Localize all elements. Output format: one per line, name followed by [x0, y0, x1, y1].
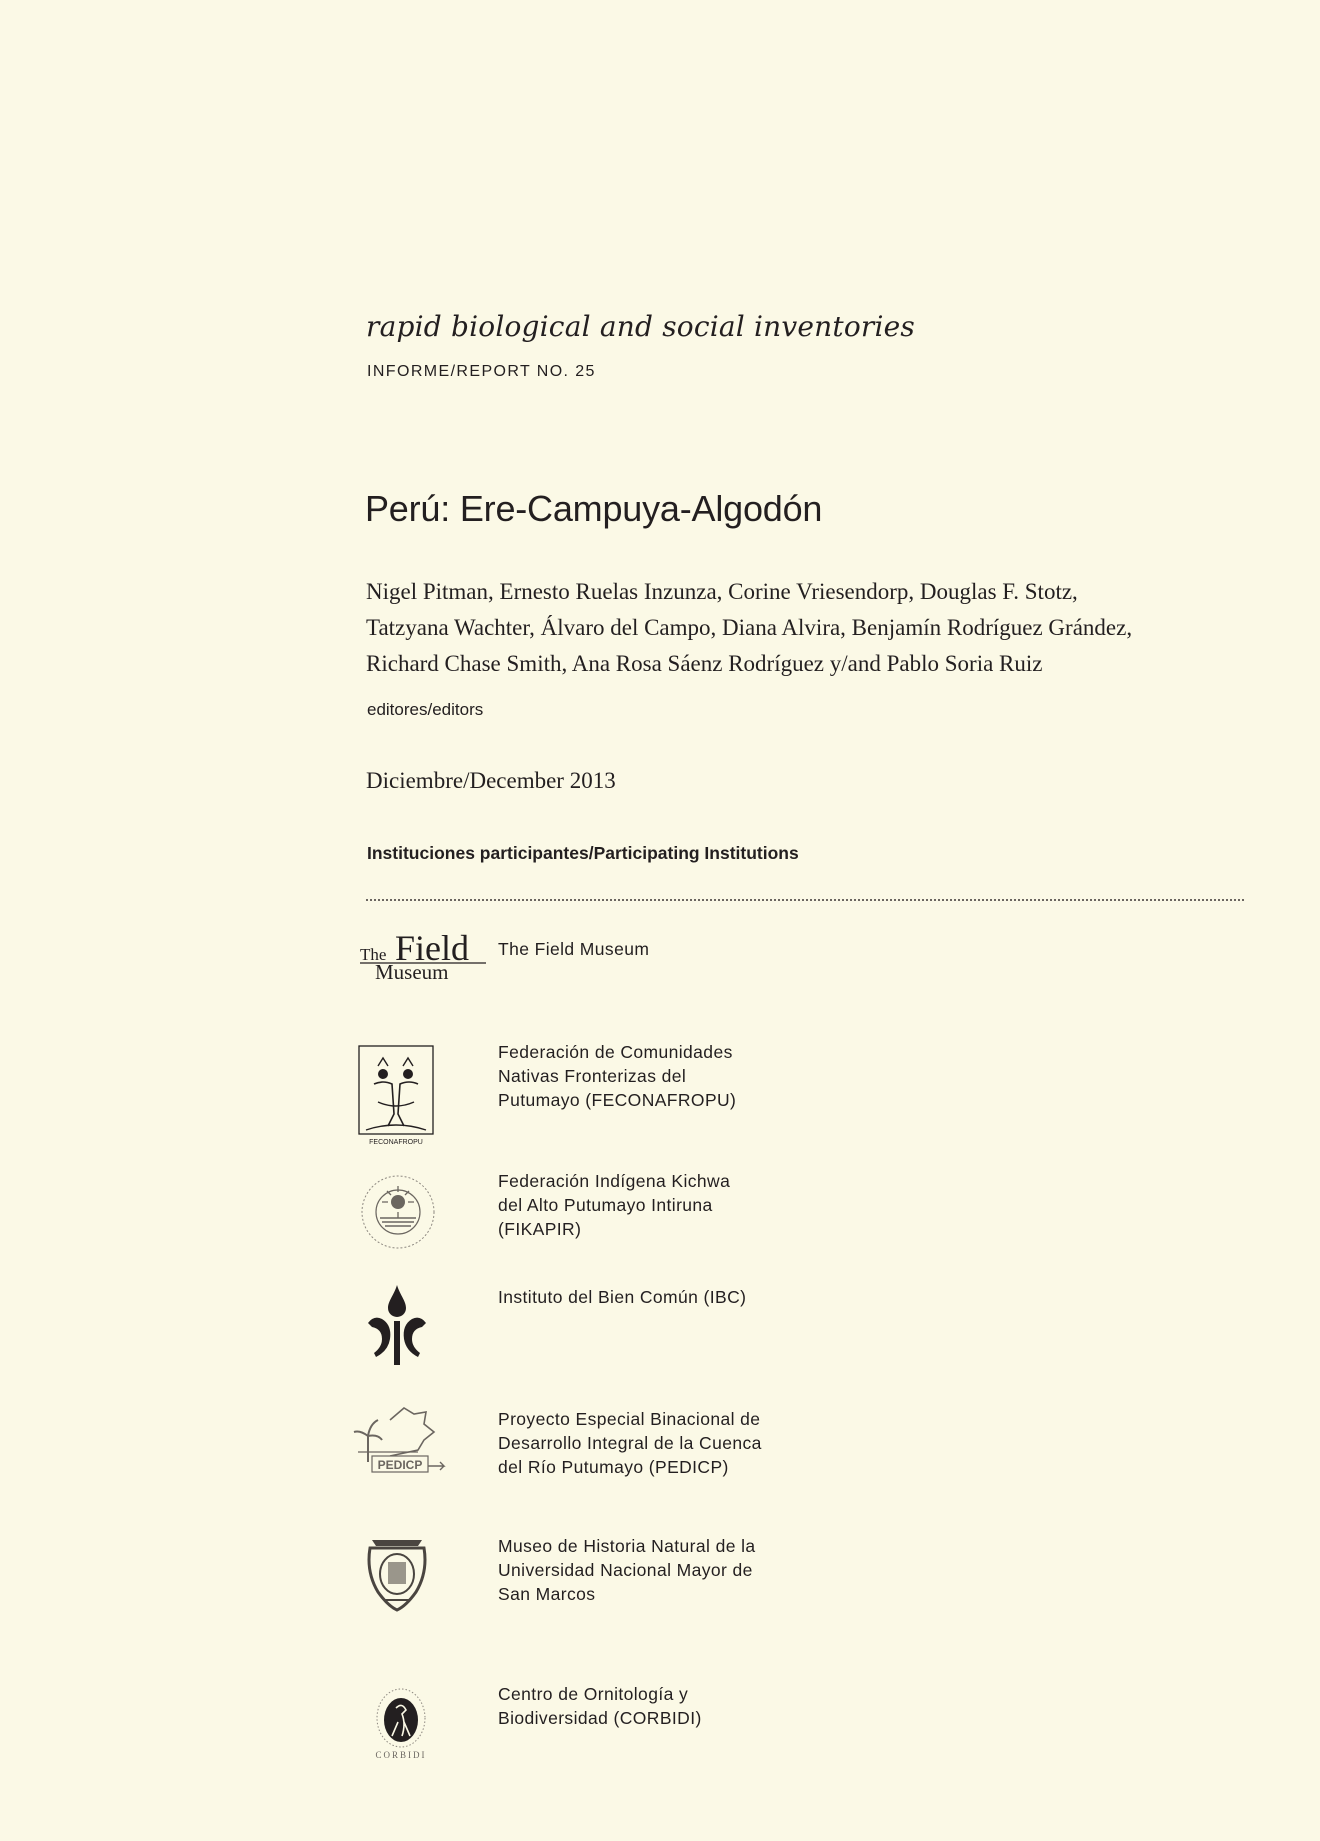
editors-line: Nigel Pitman, Ernesto Ruelas Inzunza, Corine Vriesendorp, Douglas F. Stotz, [366, 579, 1078, 604]
editors-line: Tatzyana Wachter, Álvaro del Campo, Diana Alvira, Benjamín Rodríguez Grández, [366, 615, 1133, 640]
institution-name: Centro de Ornitología y Biodiversidad (CORBIDI) [498, 1684, 702, 1728]
logo-caption: CORBIDI [375, 1750, 427, 1760]
corbidi-egg-logo [360, 1682, 442, 1762]
series-title: rapid biological and social inventories [366, 310, 916, 343]
divider [366, 899, 1244, 901]
logo-text-museum: Museum [375, 960, 449, 981]
logo-caption: FECONAFROPU [369, 1139, 423, 1146]
feconafropu-logo [356, 1044, 436, 1146]
pedicp-logo [350, 1400, 450, 1480]
san-marcos-crest-logo [364, 1534, 430, 1614]
institution-name: Federación Indígena Kichwa del Alto Putumayo Intiruna (FIKAPIR) [498, 1171, 731, 1239]
logo-caption: PEDICP [377, 1458, 423, 1472]
ibc-drop-hands-logo [364, 1283, 430, 1367]
logo-text-the: The [360, 945, 387, 964]
page-title: Perú: Ere-Campuya-Algodón [365, 488, 823, 529]
publication-date: Diciembre/December 2013 [366, 768, 616, 793]
editors-role: editores/editors [367, 700, 484, 719]
fikapir-seal-logo [352, 1172, 444, 1256]
report-number: INFORME/REPORT NO. 25 [367, 363, 596, 380]
institution-name: The Field Museum [498, 939, 650, 959]
institution-name: Federación de Comunidades Nativas Fronterizas del Putumayo (FECONAFROPU) [498, 1042, 737, 1110]
editors-list [366, 574, 1186, 682]
logo-text-field: Field [395, 928, 470, 968]
institution-name: Instituto del Bien Común (IBC) [498, 1287, 747, 1307]
editors-line: Richard Chase Smith, Ana Rosa Sáenz Rodríguez y/and Pablo Soria Ruiz [366, 651, 1043, 676]
institutions-heading: Instituciones participantes/Participating Institutions [367, 843, 799, 863]
institution-name: Museo de Historia Natural de la Universidad Nacional Mayor de San Marcos [498, 1536, 756, 1604]
institution-name: Proyecto Especial Binacional de Desarrollo Integral de la Cuenca del Río Putumayo (PEDICP) [498, 1409, 762, 1477]
field-museum-logo [358, 925, 488, 981]
